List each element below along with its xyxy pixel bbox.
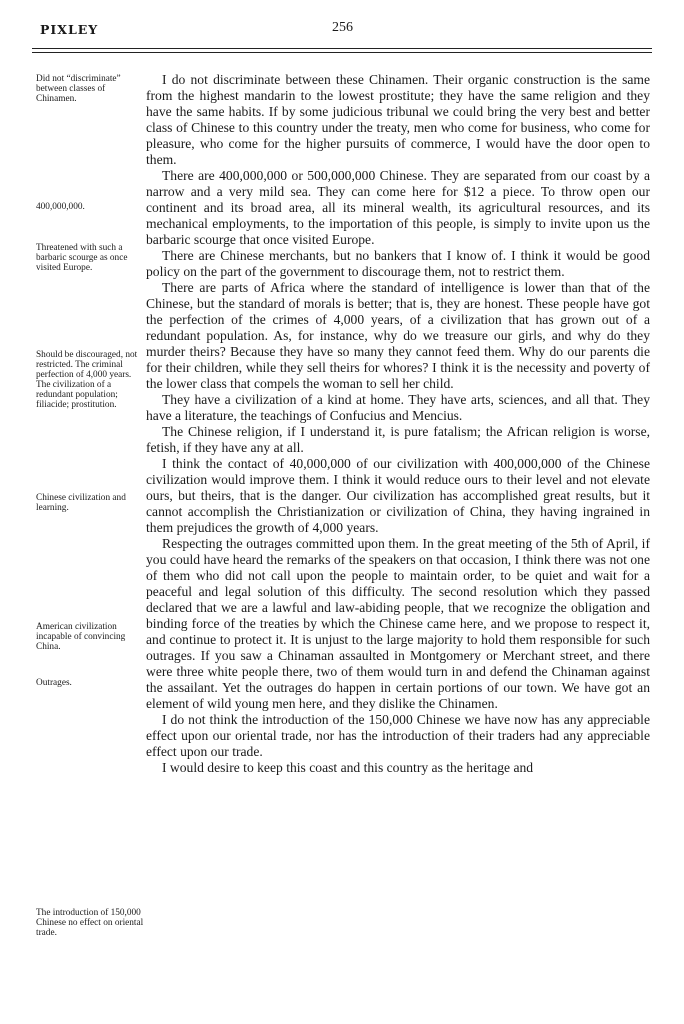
sidenote-criminal-perfection: Should be discouraged, not restricted. The criminal perfection of 4,000 years. The civilization of a redundant population; filiacide; prostitution.: [36, 350, 138, 410]
sidenote-outrages: Outrages.: [36, 678, 72, 688]
page-number: 256: [332, 20, 353, 35]
paragraph: There are 400,000,000 or 500,000,000 Chinese. They are separated from our coast by a narrow and a very mild sea. They can come here for $12 a piece. To throw open our continent and its broad area, all its mineral wealth, its agricultural resources, and its mechanical employments, to the importation of this people, is simply to invite upon us the barbaric scourge that once visited Europe.: [146, 168, 650, 247]
paragraph: I do not think the introduction of the 150,000 Chinese we have now has any appreciable effect upon our oriental trade, nor has the introduction of their traders had any appreciable effect upon our trade.: [146, 712, 650, 759]
paragraph: I would desire to keep this coast and this country as the heritage and: [162, 760, 534, 775]
sidenote-barbaric-scourge: Threatened with such a barbaric scourge as once visited Europe.: [36, 243, 128, 273]
header-rule-top: [32, 48, 652, 49]
header-rule-bottom: [32, 52, 652, 53]
paragraph: They have a civilization of a kind at home. They have arts, sciences, and all that. They have a literature, the teachings of Confucius and Mencius.: [146, 392, 650, 423]
paragraph: I do not discriminate between these Chinamen. Their organic construction is the same from the highest mandarin to the lowest prostitute; they have the same religion and they have the same habits. If by some judicious tribunal we could bring the very best and better class of Chinese to this country under the treaty, men who come for business, who come for pleasure, who come for the higher pursuits of commerce, I would have the door open to them.: [146, 72, 650, 167]
paragraph: I think the contact of 40,000,000 of our civilization with 400,000,000 of the Chinese civilization would improve them. I think it would reduce ours to their level and not elevate ours, but theirs, that is the danger. Our civilization has accomplished great results, but it cannot accomplish the Christianization or civilization of China, they having ingrained in them prejudices the growth of 4,000 years.: [146, 456, 650, 535]
running-head: PIXLEY: [40, 22, 99, 37]
sidenote-discrimination: Did not “discriminate” between classes of Chinamen.: [36, 74, 121, 104]
sidenote-population: 400,000,000.: [36, 202, 85, 212]
sidenote-oriental-trade: The introduction of 150,000 Chinese no effect on oriental trade.: [36, 908, 144, 938]
page-header: [32, 20, 652, 42]
paragraph: The Chinese religion, if I understand it, is pure fatalism; the African religion is worse, fetish, if they have any at all.: [146, 424, 650, 455]
paragraph: Respecting the outrages committed upon them. In the great meeting of the 5th of April, if you could have heard the remarks of the speakers on that occasion, I think there was not one of them who did not call upon the people to maintain order, to be quiet and wait for a peaceful and legal solution of this difficulty. The second resolution which they passed declared that we are a lawful and law-abiding people, that we recognize the obligation and binding force of the treaties by which the Chinese came here, and we propose to respect it, and continue to protect it. It is unjust to the large majority to hold them responsible for such outrages. If you saw a Chinaman assaulted in Montgomery or Merchant street, and there were three white people there, two of them would turn in and defend the Chinaman against the assailant. Yet the outrages do happen in certain portions of our town. We have got an element of wild young men here, and they dislike the Chinamen.: [146, 536, 650, 711]
body-text: [146, 72, 650, 776]
sidenote-chinese-civilization: Chinese civilization and learning.: [36, 493, 126, 513]
paragraph: There are Chinese merchants, but no bankers that I know of. I think it would be good policy on the part of the government to discourage them, not to restrict them.: [146, 248, 650, 279]
sidenote-american-civilization: American civilization incapable of convincing China.: [36, 622, 126, 652]
paragraph: There are parts of Africa where the standard of intelligence is lower than that of the Chinese, but the standard of morals is better; that is, they are honest. These people have got the perfection of the crimes of 4,000 years, of a civilization that has grown out of a redundant population. As, for instance, why do we treasure our girls, and why do they murder theirs? Because they have so many they cannot feed them. Why do our parents die for their children, while they sell theirs for whores? I think it is the necessity and poverty of the lower class that compels the woman to sell her child.: [146, 280, 650, 391]
